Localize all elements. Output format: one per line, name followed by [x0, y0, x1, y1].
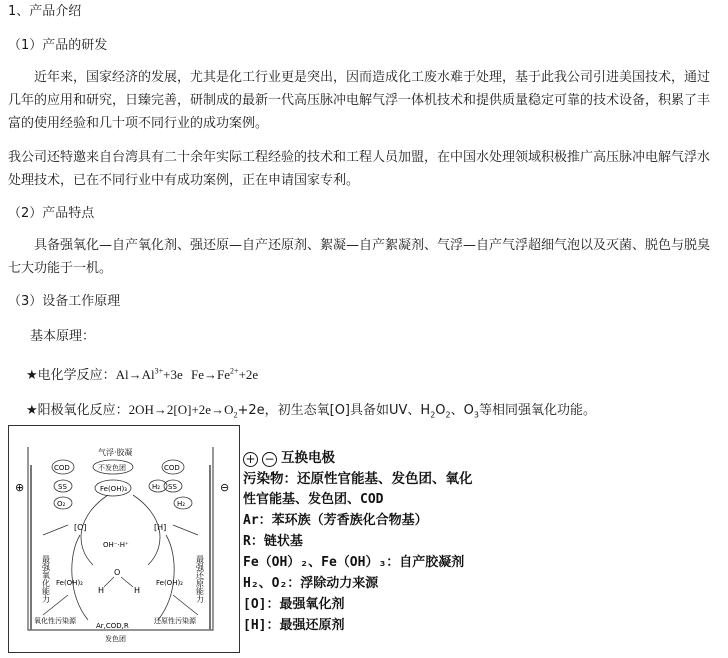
cod-label: COD [54, 464, 70, 472]
research-paragraph-2: 我公司还特邀来自台湾具有二十余年实际工程经验的技术和工程人员加盟，在中国水处理领域积极推广高压脉冲电解气浮水处理技术，已在不同行业中有成功案例，正在申请国家专利。 [8, 150, 711, 188]
principle-heading: （3）设备工作原理 [8, 294, 121, 309]
al-formula: $Al\to Al^{3+}+3e$ [115, 366, 183, 382]
no-color-group-label: 不发色团 [98, 464, 126, 472]
feoh2-right-label: Fe(OH)₂ [156, 579, 183, 587]
legend-o-radical: [O]：最强氧化剂 [243, 597, 345, 612]
ss-right-label: SS [168, 483, 177, 491]
oh-h-label: OH⁻·H⁺ [103, 541, 129, 549]
water-o-label: O [114, 568, 121, 577]
features-paragraph: 具备强氧化—自产氧化剂、强还原—自产还原剂、絮凝—自产絮凝剂、气浮—自产气浮超细气泡以及灭菌、脱色与脱臭七大功能于一机。 [8, 238, 711, 276]
minus-icon: − [262, 452, 277, 467]
legend-h-radical: [H]：最强还原剂 [243, 618, 345, 633]
basic-principle-label: 基本原理： [30, 329, 96, 344]
ar-cod-r-label: Ar,COD,R [96, 622, 129, 630]
diagram-top-label: 气浮·胶凝 [98, 448, 133, 457]
legend-pollutants: 污染物：还原性官能基、发色团、氧化 [243, 471, 473, 487]
plus-icon: + [243, 452, 258, 467]
water-h-right: H [134, 586, 141, 595]
anode-formula: $2OH\to 2[O]+2e\to O_2$ [128, 402, 238, 420]
features-heading: （2）产品特点 [8, 206, 95, 221]
electrochemical-reaction [26, 366, 258, 385]
h-radical-label: [H] [154, 523, 167, 532]
ss-label: SS [58, 483, 67, 491]
anode-label: ★阳极氧化反应： [26, 403, 129, 418]
reductive-pollutant-label: 还原性污染源 [154, 617, 196, 625]
fe-formula: $Fe\to Fe^{2+}+2e$ [191, 366, 259, 382]
water-h-left: H [98, 586, 105, 595]
electrochemical-label: ★电化学反应： [26, 368, 116, 383]
research-heading: （1）产品的研发 [8, 38, 108, 53]
research-paragraph-1: 近年来，国家经济的发展，尤其是化工行业更是突出，因而造成化工废水难于处理，基于此我公司引进美国技术，通过几年的应用和研究，日臻完善，研制成的最新一代高压脉冲电解气浮一体机技术和提供质量稳定可靠的技术设备，积累了丰富的使用经验和几十项不同行业的成功案例。 [8, 70, 711, 131]
section-heading: 1、产品介绍 [8, 4, 82, 19]
legend-r: R：链状基 [243, 534, 303, 549]
feoh2-left-label: Fe(OH)₂ [56, 579, 83, 587]
oxidative-pollutant-label: 氧化性污染源 [34, 617, 76, 625]
o2-label: O₂ [57, 500, 66, 508]
h2-label: H₂ [152, 483, 161, 491]
right-strong-reduction-label: 最强还原能力 [195, 555, 205, 603]
legend-ar: Ar：苯环族（芳香族化合物基） [243, 513, 428, 528]
left-strong-oxidation-label: 最强氧化能力 [41, 555, 51, 603]
minus-electrode-icon: ⊖ [220, 481, 230, 494]
legend-h2-o2: H₂、O₂：浮除动力来源 [243, 576, 379, 591]
h2-right-label: H₂ [177, 500, 186, 508]
plus-electrode-icon: ⊕ [15, 481, 25, 494]
anode-oxidation-reaction: ★阳极氧化反应：$2OH\to 2[O]+2e\to O_2+2e$，初生态氧[O]具备如UV、$H_2O_2$、$O_3$等相同强氧化功能。 [26, 402, 596, 420]
o-radical-label: [O] [74, 523, 87, 532]
electrolysis-diagram [8, 425, 240, 653]
legend-feoh: Fe（OH）₂、Fe（OH）₃：自产胶凝剂 [243, 555, 465, 570]
chromophore-label: 发色团 [105, 635, 126, 643]
legend-electrodes: + − 互换电极 [243, 448, 335, 468]
feoh3-label: Fe(OH)₃ [100, 485, 127, 493]
cod-right-label: COD [164, 464, 180, 472]
legend-pollutants-continued: 性官能基、发色团、COD [243, 492, 384, 507]
